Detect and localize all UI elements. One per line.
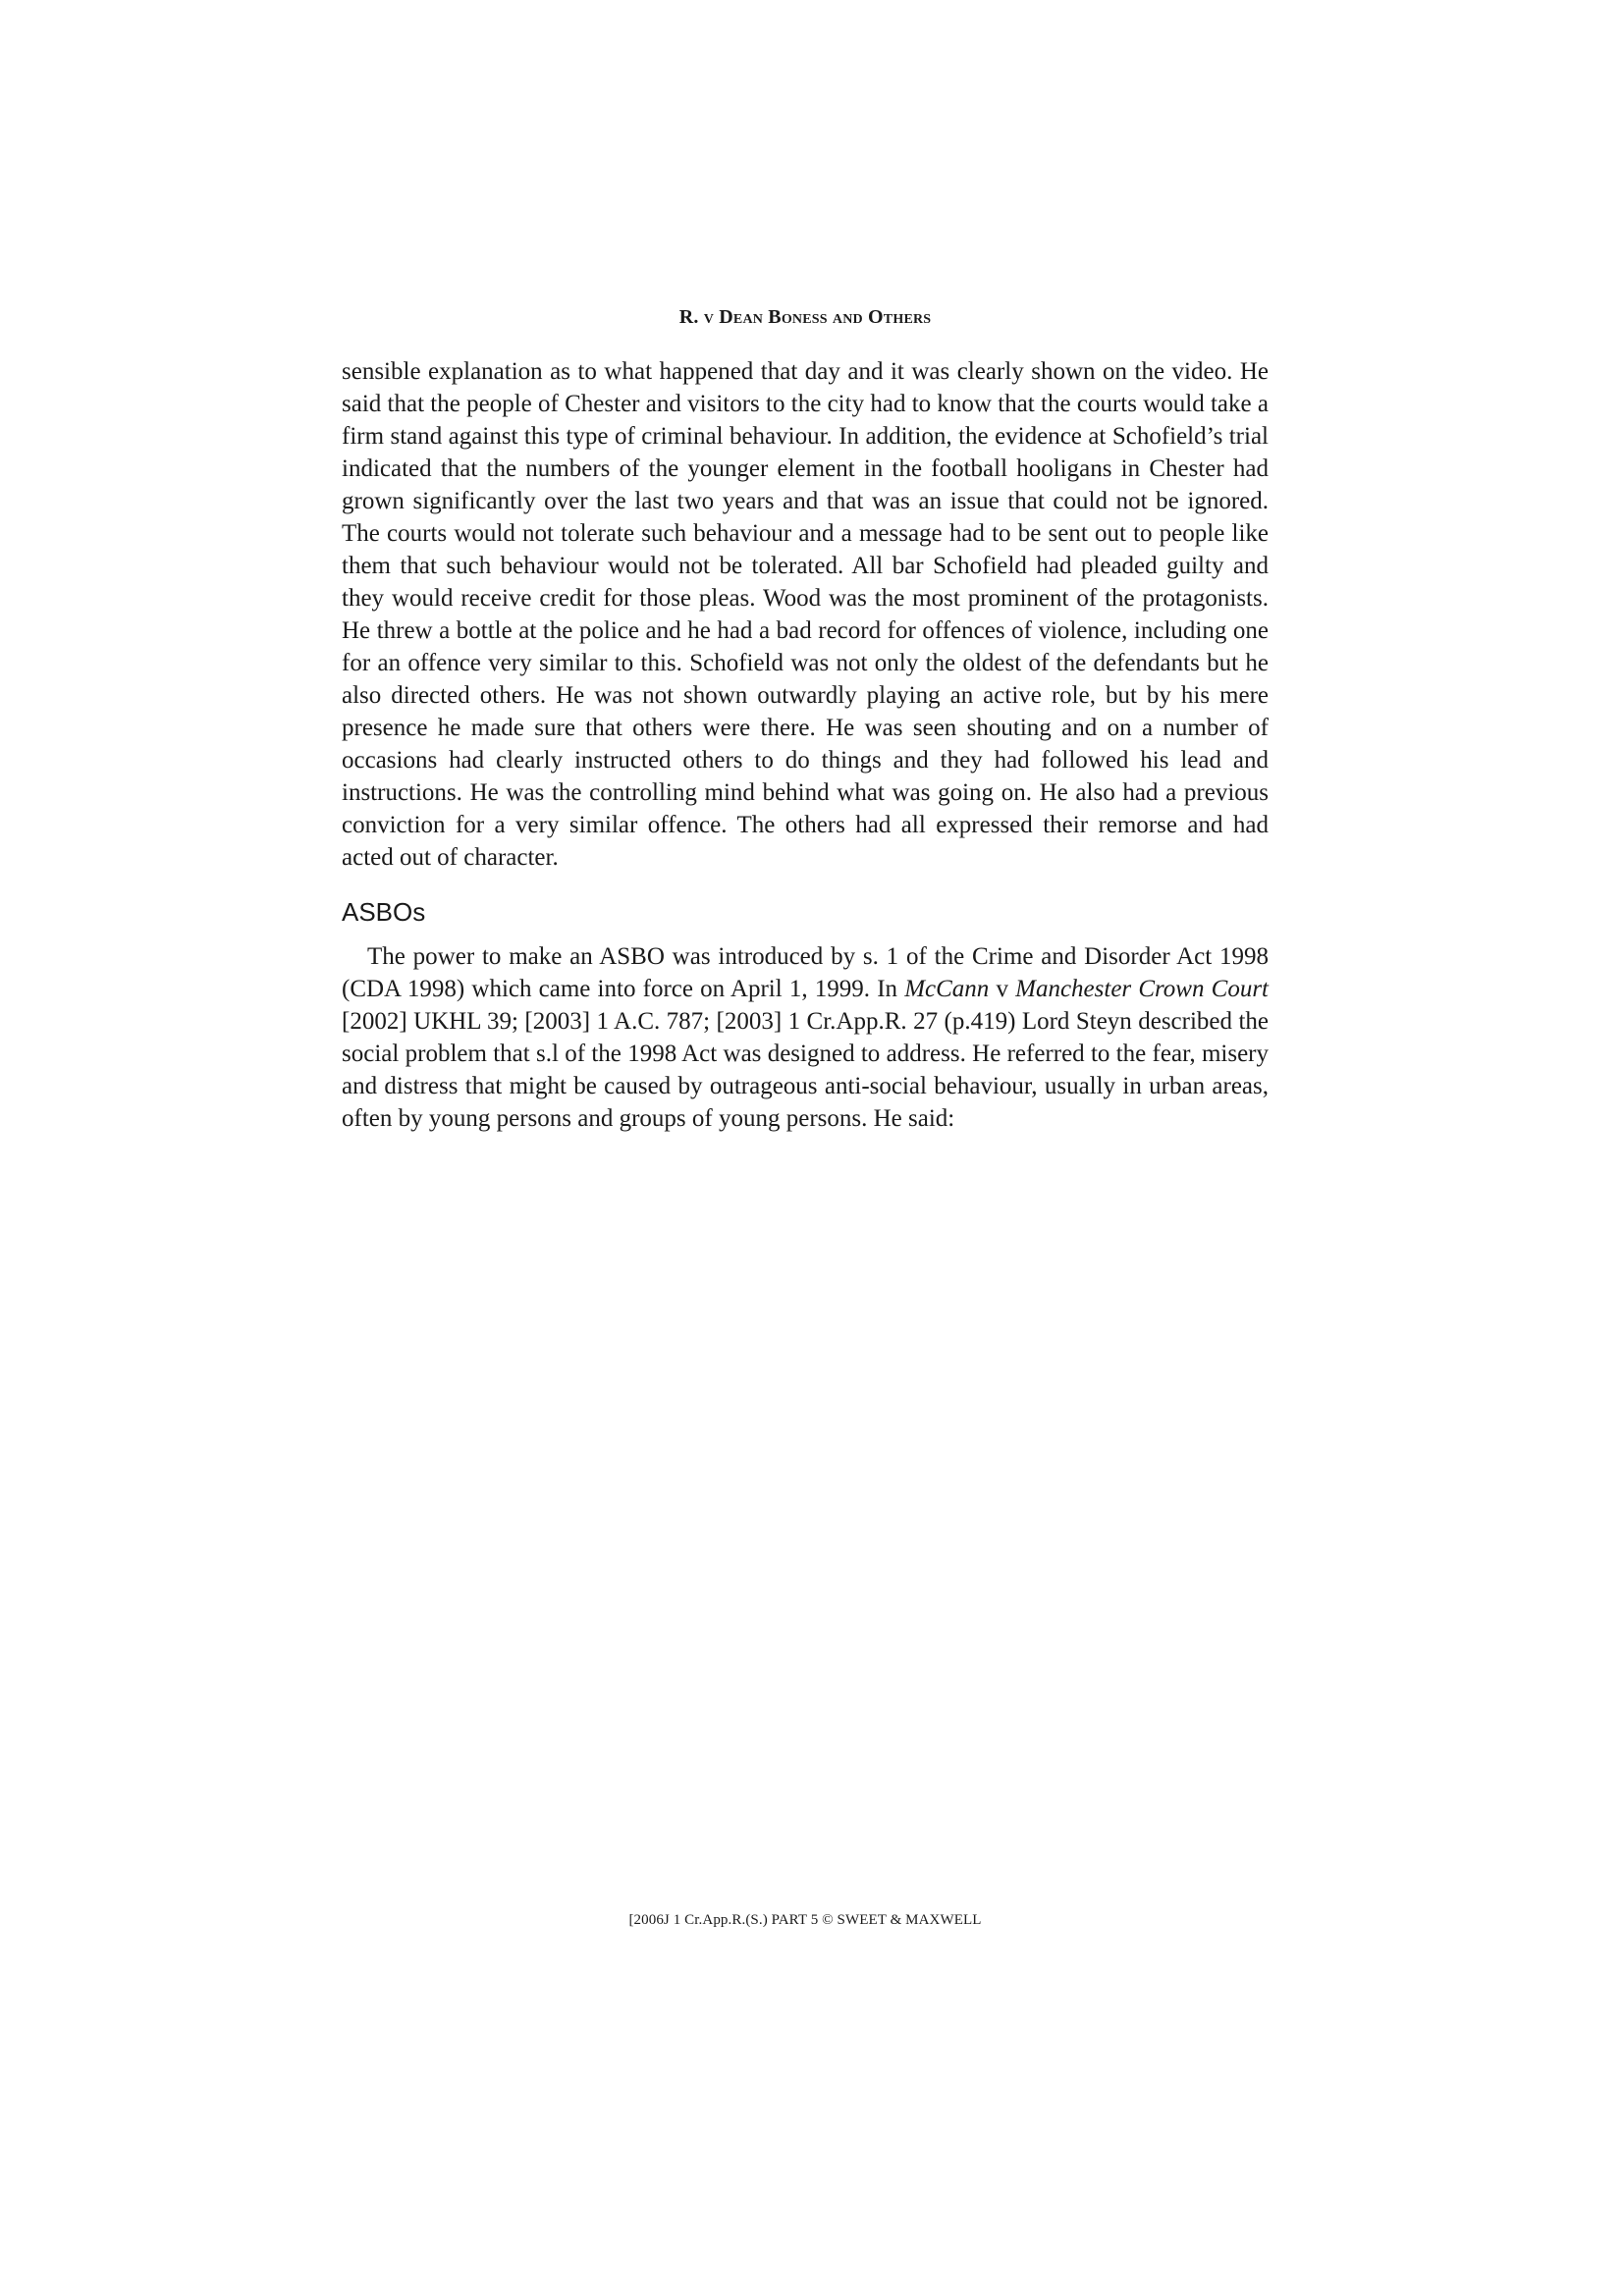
running-head: R. v Dean Boness and Others <box>678 306 932 328</box>
paragraph-text: [2002] UKHL 39; [2003] 1 A.C. 787; [2003] 1 Cr.App.R. 27 (p.419) Lord Steyn described the social problem that s.l of the 1998 Act was designed to address. He referred to the fear, misery and distress that might be caused by outrageous anti-social behaviour, usually in urban areas, often by young persons and groups of young persons. He said: <box>342 1008 1269 1132</box>
paragraph-sentencing-remarks: sensible explanation as to what happened that day and it was clearly shown on the video. He said that the people of Chester and visitors to the city had to know that the courts would take a firm stand against this type of criminal behaviour. In addition, the evidence at Schofield’s trial indicated that the numbers of the younger element in the football hooligans in Chester had grown significantly over the last two years and that was an issue that could not be ignored. The courts would not tolerate such behaviour and a message had to be sent out to people like them that such behaviour would not be tolerated. All bar Schofield had pleaded guilty and they would receive credit for those pleas. Wood was the most prominent of the protagonists. He threw a bottle at the police and he had a bad record for offences of violence, including one for an offence very similar to this. Schofield was not only the oldest of the defendants but he also directed others. He was not shown outwardly playing an active role, but by his mere presence he made sure that others were there. He was seen shouting and on a number of occasions had clearly instructed others to do things and they had followed his lead and instructions. He was the controlling mind behind what was going on. He also had a previous conviction for a very similar offence. The others had all expressed their remorse and had acted out of character. <box>342 358 1269 871</box>
page-footer: [2006J 1 Cr.App.R.(S.) PART 5 © SWEET & MAXWELL <box>628 1912 982 1928</box>
versus-text: v <box>989 976 1016 1002</box>
case-name: McCann <box>904 976 990 1002</box>
section-heading: ASBOs <box>342 897 426 927</box>
paragraph-text: The power to make an ASBO was introduced by s. 1 of the Crime and Disorder Act 1998 (CDA 1998) which came into force on April 1, 1999. In <box>342 943 1269 1002</box>
body-text <box>342 355 1269 1135</box>
case-name: Manchester Crown Court <box>1015 976 1269 1002</box>
paragraph-asbo-introduction <box>342 940 1269 1135</box>
